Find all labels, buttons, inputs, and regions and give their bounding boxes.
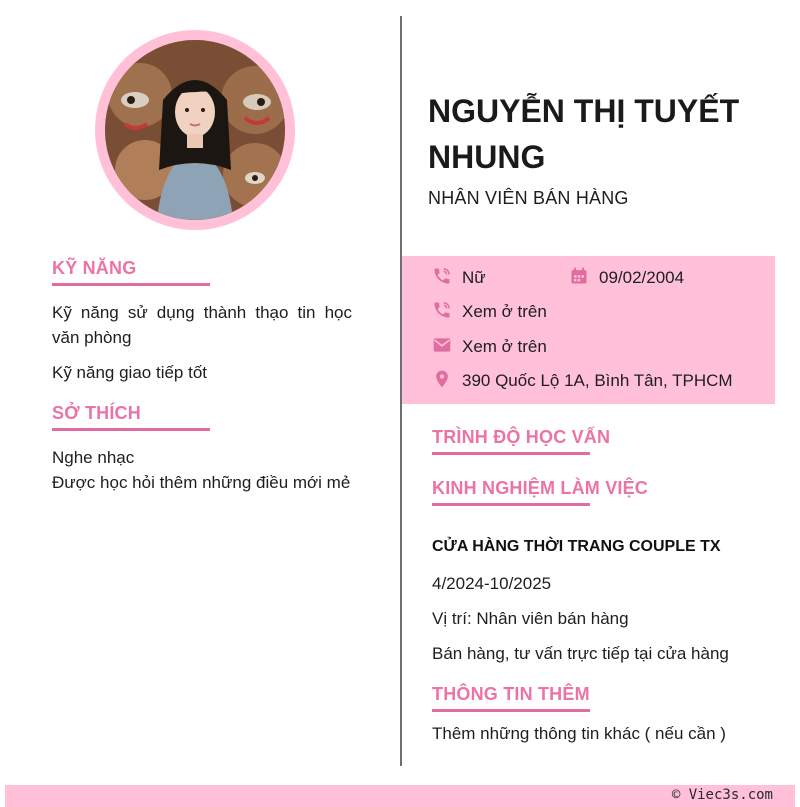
gender-value: Nữ bbox=[462, 268, 486, 287]
avatar-frame bbox=[95, 30, 295, 230]
birthdate-value: 09/02/2004 bbox=[599, 268, 685, 287]
extra-info-text: Thêm những thông tin khác ( nếu cần ) bbox=[432, 724, 726, 743]
experience-title: KINH NGHIỆM LÀM VIỆC bbox=[432, 478, 649, 498]
calendar-icon bbox=[569, 266, 589, 286]
work-role: Vị trí: Nhân viên bán hàng bbox=[432, 609, 629, 628]
hobby-item: Được học hỏi thêm những điều mới mẻ bbox=[52, 473, 351, 492]
email-icon bbox=[432, 335, 452, 355]
address-value: 390 Quốc Lộ 1A, Bình Tân, TPHCM bbox=[462, 371, 733, 390]
footer-bar bbox=[5, 785, 795, 807]
extra-info-title: THÔNG TIN THÊM bbox=[432, 684, 590, 704]
skill-item: Kỹ năng giao tiếp tốt bbox=[52, 363, 208, 382]
skills-underline bbox=[52, 283, 210, 286]
work-period: 4/2024-10/2025 bbox=[432, 574, 552, 593]
email-value: Xem ở trên bbox=[462, 337, 547, 356]
candidate-position: NHÂN VIÊN BÁN HÀNG bbox=[428, 188, 629, 208]
contact-panel bbox=[402, 256, 775, 404]
work-description: Bán hàng, tư vấn trực tiếp tại cửa hàng bbox=[432, 644, 729, 663]
hobby-item: Nghe nhạc bbox=[52, 448, 135, 467]
candidate-name: NGUYỄN THỊ TUYẾT NHUNG bbox=[428, 93, 740, 175]
hobbies-underline bbox=[52, 428, 210, 431]
footer-credit: © Viec3s.com bbox=[671, 787, 773, 803]
phone-icon bbox=[432, 300, 452, 320]
avatar-photo bbox=[105, 40, 285, 220]
phone-icon bbox=[432, 266, 452, 286]
avatar bbox=[105, 40, 285, 220]
extra-info-underline bbox=[432, 709, 590, 712]
hobbies-title: SỞ THÍCH bbox=[52, 403, 141, 423]
phone-value: Xem ở trên bbox=[462, 302, 547, 321]
skills-title: KỸ NĂNG bbox=[52, 258, 137, 278]
education-title: TRÌNH ĐỘ HỌC VẤN bbox=[432, 427, 611, 447]
skill-item: Kỹ năng sử dụng thành thạo tin học văn phòng bbox=[52, 303, 352, 347]
experience-underline bbox=[432, 503, 590, 506]
location-icon bbox=[432, 369, 452, 389]
education-underline bbox=[432, 452, 590, 455]
company-name: CỬA HÀNG THỜI TRANG COUPLE TX bbox=[432, 538, 721, 555]
